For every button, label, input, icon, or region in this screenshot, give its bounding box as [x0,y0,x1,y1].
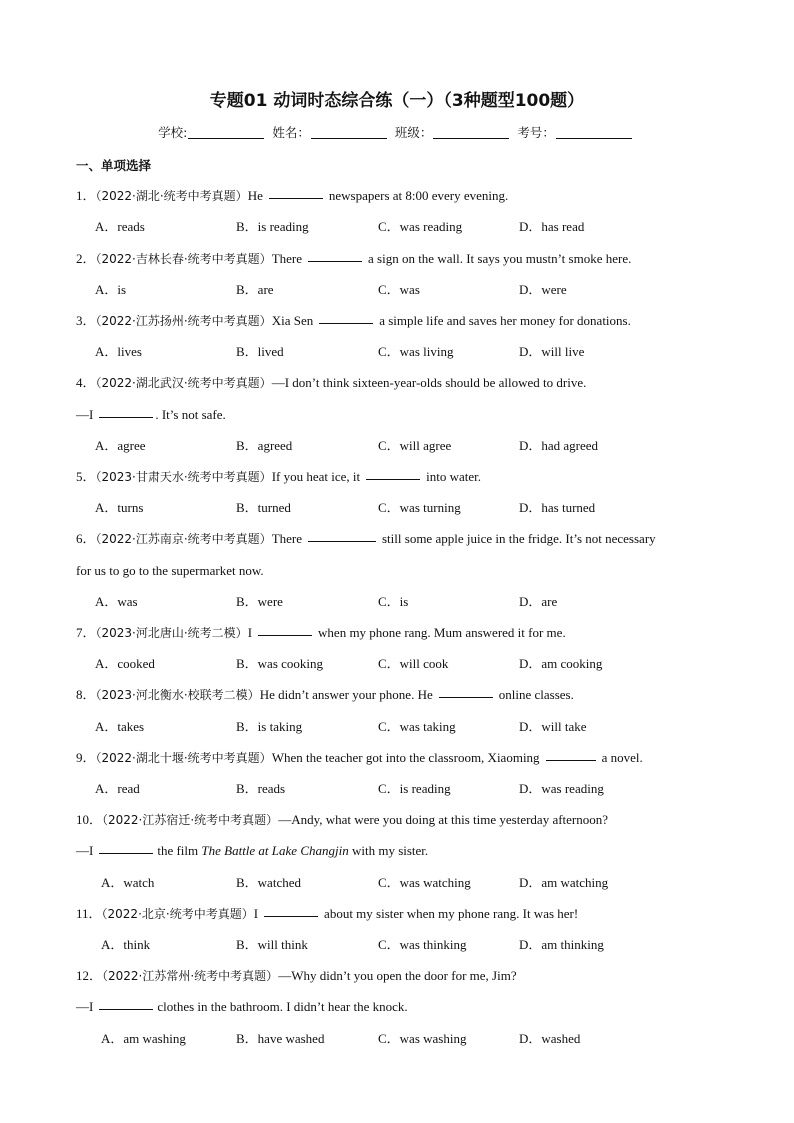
option-d[interactable]: D．were [519,282,567,297]
option-c[interactable]: C．will agree [378,438,452,453]
option-d[interactable]: D．was reading [519,781,604,796]
option-c[interactable]: C．was [378,282,420,297]
question-8: 8．（2023·河北衡水·校联考二模）He didn’t answer your phone. He online classes. [76,687,574,702]
name-blank[interactable] [311,138,387,139]
option-a[interactable]: A．is [95,282,127,297]
option-b[interactable]: B．reads [236,781,286,796]
question-6: 6．（2022·江苏南京·统考中考真题）There still some apple juice in the fridge. It’s not necessary [76,531,656,546]
option-d[interactable]: D．had agreed [519,438,599,453]
option-b[interactable]: B．were [236,594,283,609]
student-info-line [0,123,794,141]
option-c[interactable]: C．was thinking [378,937,467,952]
option-c[interactable]: C．was reading [378,219,463,234]
school-label: 学校: [158,125,188,140]
option-d[interactable]: D．will live [519,344,585,359]
question-5: 5．（2023·甘肃天水·统考中考真题）If you heat ice, it into water. [76,469,482,484]
option-d[interactable]: D．are [519,594,558,609]
exam-number-blank[interactable] [556,138,632,139]
question-10: 10．（2022·江苏宿迁·统考中考真题）—Andy, what were you doing at this time yesterday afternoon? [76,812,609,827]
option-a[interactable]: A．cooked [95,656,155,671]
option-d[interactable]: D．will take [519,719,587,734]
option-a[interactable]: A．lives [95,344,142,359]
question-1: 1．（2022·湖北·统考中考真题）He newspapers at 8:00 every evening. [76,188,509,203]
answer-blank [308,540,376,542]
class-blank[interactable] [433,138,509,139]
option-b[interactable]: B．is taking [236,719,303,734]
option-a[interactable]: A．turns [95,500,144,515]
question-2: 2．（2022·吉林长春·统考中考真题）There a sign on the wall. It says you mustn’t smoke here. [76,251,632,266]
question-3: 3．（2022·江苏扬州·统考中考真题）Xia Sen a simple life and saves her money for donations. [76,313,631,328]
answer-blank [439,696,493,698]
option-b[interactable]: B．are [236,282,274,297]
option-c[interactable]: C．was turning [378,500,461,515]
option-a[interactable]: A．watch [101,875,155,890]
film-title: The Battle at Lake Changjin [201,843,349,858]
option-c[interactable]: C．was living [378,344,454,359]
name-label: 姓名： [272,125,310,140]
option-b[interactable]: B．turned [236,500,291,515]
answer-blank [258,634,312,636]
class-label: 班级： [394,125,433,140]
option-b[interactable]: B．will think [236,937,308,952]
option-b[interactable]: B．have washed [236,1031,325,1046]
option-c[interactable]: C．was taking [378,719,456,734]
answer-blank [269,197,323,199]
question-4-line-2: —I . It’s not safe. [76,407,226,422]
option-c[interactable]: C．is [378,594,409,609]
answer-blank [99,416,153,418]
school-blank[interactable] [188,138,264,139]
option-d[interactable]: D．washed [519,1031,581,1046]
answer-blank [308,260,362,262]
option-d[interactable]: D．am watching [519,875,609,890]
answer-blank [366,478,420,480]
answer-blank [264,915,318,917]
question-11: 11．（2022·北京·统考中考真题）I about my sister when my phone rang. It was her! [76,906,579,921]
option-a[interactable]: A．think [101,937,151,952]
option-b[interactable]: B．is reading [236,219,309,234]
option-d[interactable]: D．am cooking [519,656,603,671]
option-b[interactable]: B．watched [236,875,301,890]
option-c[interactable]: C．is reading [378,781,451,796]
question-6-line-2: for us to go to the supermarket now. [76,563,264,578]
section-heading: 一、单项选择 [76,158,152,173]
answer-blank [99,1008,153,1010]
question-12-line-2: —I clothes in the bathroom. I didn’t hear the knock. [76,999,408,1014]
answer-blank [99,852,153,854]
question-10-line-2: —I the film The Battle at Lake Changjin with my sister. [76,843,429,858]
question-9: 9．（2022·湖北十堰·统考中考真题）When the teacher got into the classroom, Xiaoming a novel. [76,750,643,765]
option-c[interactable]: C．will cook [378,656,449,671]
option-a[interactable]: A．read [95,781,140,796]
option-b[interactable]: B．was cooking [236,656,324,671]
option-a[interactable]: A．agree [95,438,146,453]
answer-blank [546,759,596,761]
question-4: 4．（2022·湖北武汉·统考中考真题）—I don’t think sixteen-year-olds should be allowed to drive. [76,375,587,390]
option-d[interactable]: D．am thinking [519,937,604,952]
option-a[interactable]: A．am washing [101,1031,186,1046]
question-7: 7．（2023·河北唐山·统考二模）I when my phone rang. Mum answered it for me. [76,625,566,640]
option-c[interactable]: C．was watching [378,875,471,890]
option-d[interactable]: D．has read [519,219,585,234]
option-c[interactable]: C．was washing [378,1031,467,1046]
page-title: 专题01 动词时态综合练（一）（3种题型100题） [209,91,585,111]
option-b[interactable]: B．agreed [236,438,293,453]
option-a[interactable]: A．reads [95,219,145,234]
option-d[interactable]: D．has turned [519,500,596,515]
question-12: 12．（2022·江苏常州·统考中考真题）—Why didn’t you open the door for me, Jim? [76,968,517,983]
option-a[interactable]: A．was [95,594,138,609]
answer-blank [319,322,373,324]
option-b[interactable]: B．lived [236,344,284,359]
option-a[interactable]: A．takes [95,719,145,734]
exam-number-label: 考号： [517,125,555,140]
